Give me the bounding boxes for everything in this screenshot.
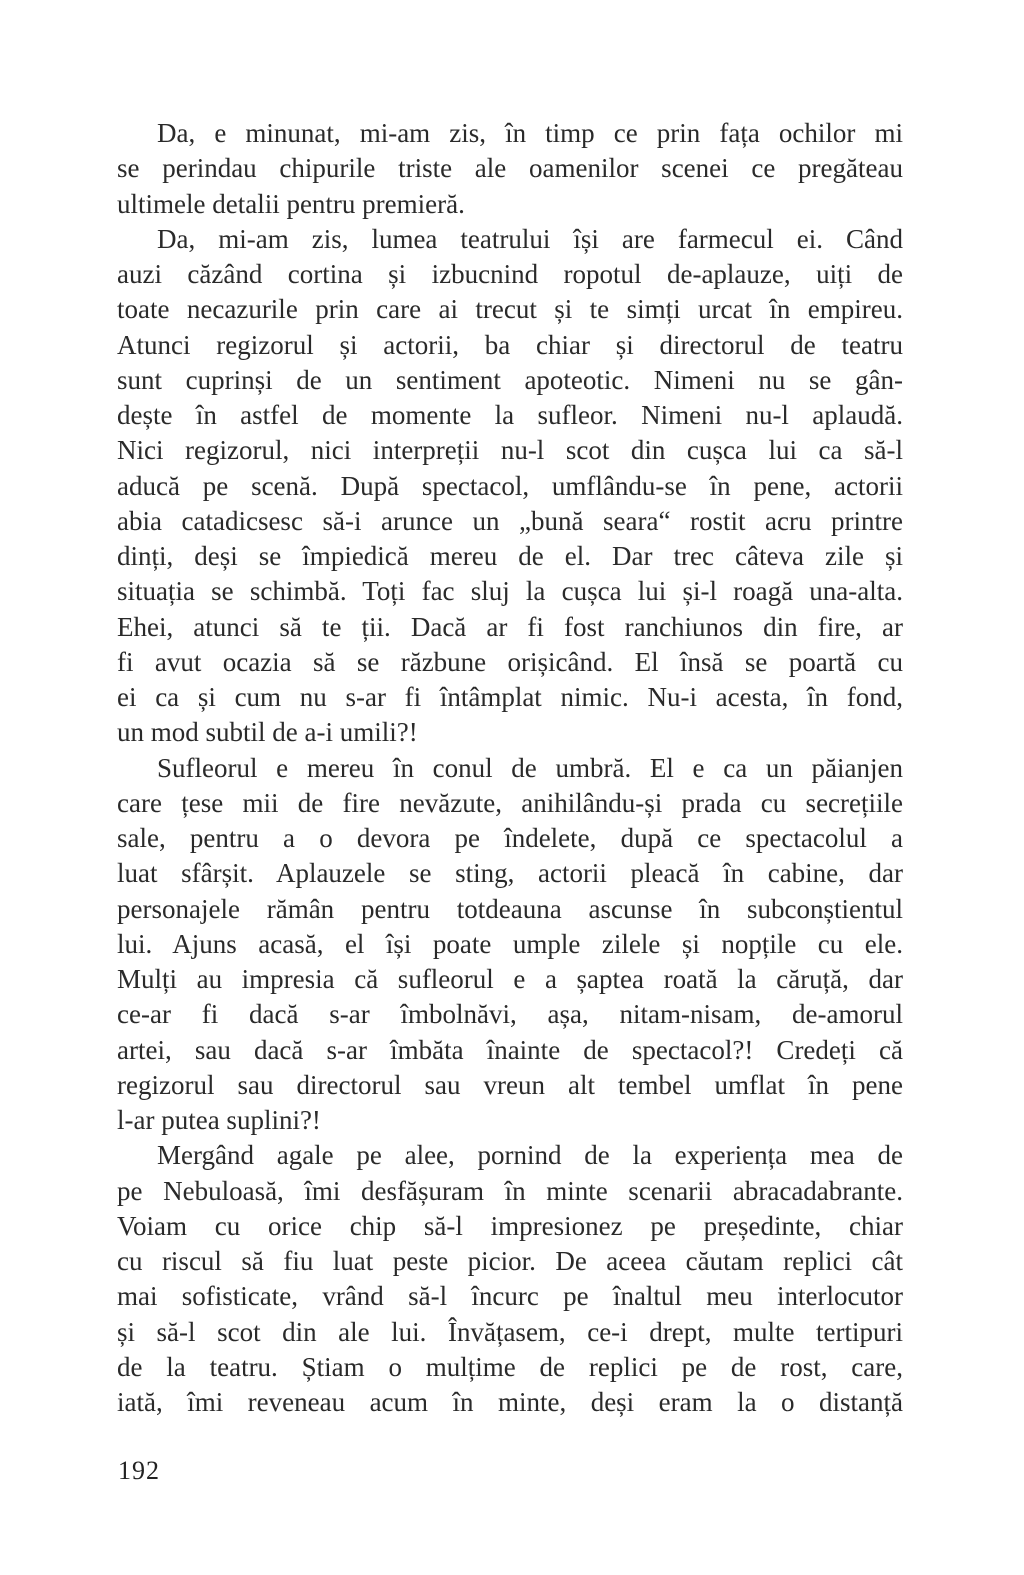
text-line: un mod subtil de a-i umili?! — [117, 717, 418, 748]
text-line: personajele rămân pentru totdeauna ascunse în subconștientul — [117, 893, 903, 924]
text-line: pe Nebuloasă, îmi desfășuram în minte scenarii abracadabrante. — [117, 1175, 903, 1206]
text-line: artei, sau dacă s-ar îmbăta înainte de spectacol?! Credeți că — [117, 1034, 903, 1065]
text-line: ultimele detalii pentru premieră. — [117, 188, 465, 219]
text-line: Nici regizorul, nici interpreții nu-l scot din cușca lui ca să-l — [117, 435, 903, 466]
text-line: fi avut ocazia să se răzbune orișicând. El însă se poartă cu — [117, 646, 903, 677]
text-line: ei ca și cum nu s-ar fi întâmplat nimic. Nu-i acesta, în fond, — [117, 682, 903, 712]
text-line: Da, e minunat, mi-am zis, în timp ce prin fața ochilor mi — [157, 118, 903, 148]
text-line: care țese mii de fire nevăzute, anihilându-și prada cu secrețiile — [117, 787, 903, 818]
text-line: ce-ar fi dacă s-ar îmbolnăvi, așa, nitam-nisam, de-amorul — [117, 999, 903, 1030]
text-line: mai sofisticate, vrând să-l încurc pe înaltul meu interlocutor — [117, 1281, 903, 1312]
page-number: 192 — [118, 1456, 160, 1485]
text-line: sunt cuprinși de un sentiment apoteotic. Nimeni nu se gân- — [117, 364, 903, 395]
text-line: Da, mi-am zis, lumea teatrului își are farmecul ei. Când — [157, 223, 903, 254]
paragraph — [117, 1138, 903, 1420]
text-line: luat sfârșit. Aplauzele se sting, actorii pleacă în cabine, dar — [117, 858, 903, 889]
paragraph — [117, 222, 903, 751]
paragraph — [117, 116, 903, 222]
text-line: Sufleorul e mereu în conul de umbră. El e ca un păianjen — [157, 752, 903, 783]
text-line: și să-l scot din ale lui. Învățasem, ce-i drept, multe tertipuri — [117, 1316, 903, 1347]
text-line: abia catadicsesc să-i arunce un „bună seara“ rostit acru printre — [117, 505, 903, 536]
paragraph — [117, 751, 903, 1139]
text-line: Mergând agale pe alee, pornind de la experiența mea de — [157, 1140, 903, 1171]
text-line: lui. Ajuns acasă, el își poate umple zilele și nopțile cu ele. — [117, 928, 903, 959]
text-line: aducă pe scenă. După spectacol, umflându-se în pene, actorii — [117, 470, 903, 501]
text-line: de la teatru. Știam o mulțime de replici pe de rost, care, — [117, 1351, 903, 1382]
text-line: se perindau chipurile triste ale oamenilor scenei ce pregăteau — [117, 153, 903, 184]
text-line: dește în astfel de momente la sufleor. Nimeni nu-l aplaudă. — [117, 400, 903, 430]
text-line: cu riscul să fiu luat peste picior. De aceea căutam replici cât — [117, 1246, 903, 1276]
text-line: l-ar putea suplini?! — [117, 1105, 321, 1135]
text-line: toate necazurile prin care ai trecut și te simți urcat în empireu. — [117, 294, 903, 325]
text-line: sale, pentru a o devora pe îndelete, după ce spectacolul a — [117, 823, 903, 853]
text-line: iată, îmi reveneau acum în minte, deși eram la o distanță — [117, 1387, 903, 1417]
text-line: auzi căzând cortina și izbucnind ropotul de-aplauze, uiți de — [117, 259, 903, 289]
text-line: regizorul sau directorul sau vreun alt tembel umflat în pene — [117, 1069, 903, 1100]
text-line: Mulți au impresia că sufleorul e a șaptea roată la căruță, dar — [117, 964, 903, 994]
text-line: Atunci regizorul și actorii, ba chiar și directorul de teatru — [117, 329, 903, 360]
text-line: dinți, deși se împiedică mereu de el. Dar trec câteva zile și — [117, 541, 903, 571]
text-line: situația se schimbă. Toți fac sluj la cușca lui și-l roagă una-alta. — [117, 576, 903, 607]
text-line: Voiam cu orice chip să-l impresionez pe președinte, chiar — [117, 1210, 903, 1241]
text-line: Ehei, atunci să te ții. Dacă ar fi fost ranchiunos din fire, ar — [117, 611, 903, 642]
page-body — [117, 116, 903, 1420]
